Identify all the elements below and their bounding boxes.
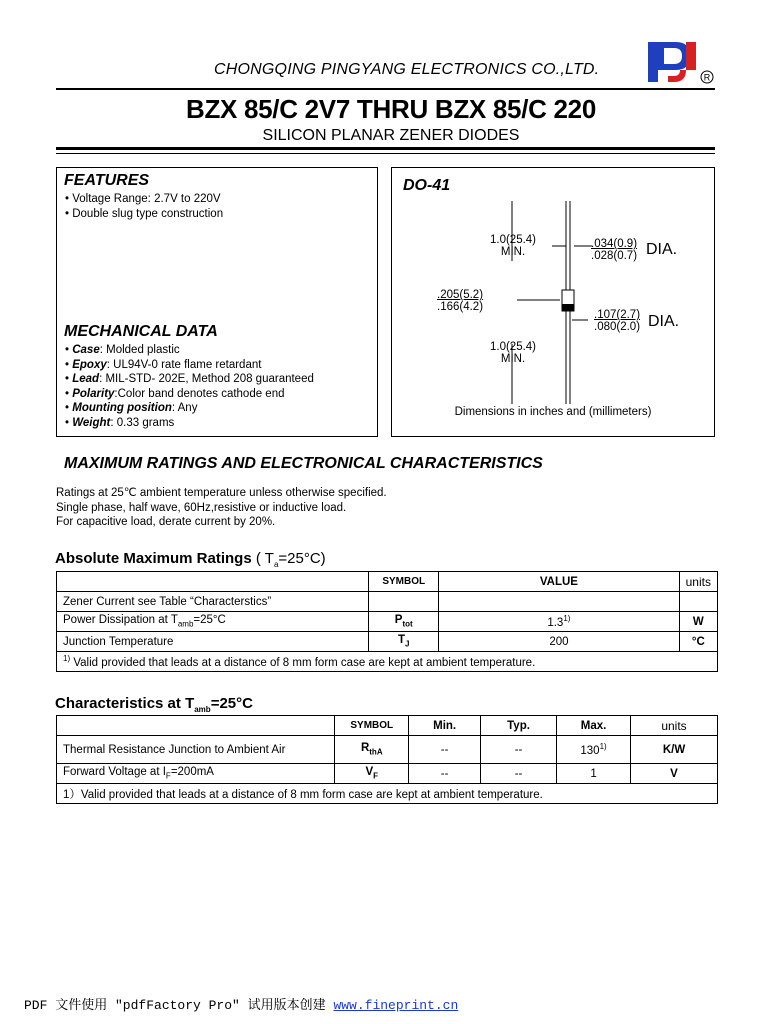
ratings-notes [56, 486, 387, 530]
subtitle-rule-thick [56, 147, 715, 150]
header-symbol: SYMBOL [335, 716, 409, 736]
abs-max-table [56, 571, 718, 672]
page-title: BZX 85/C 2V7 THRU BZX 85/C 220 [185, 94, 597, 124]
mechanical-list [65, 343, 314, 431]
mechanical-item: • Polarity:Color band denotes cathode end [65, 387, 314, 402]
mechanical-item: • Mounting position: Any [65, 401, 314, 416]
mechanical-heading: MECHANICAL DATA [64, 323, 218, 340]
note-line: Single phase, half wave, 60Hz,resistive or inductive load. [56, 501, 347, 514]
table-footnote-row: 1）Valid provided that leads at a distance of 8 mm form case are kept at ambient temperature. [57, 784, 718, 804]
table-header-row [57, 572, 718, 592]
features-heading: FEATURES [64, 172, 150, 189]
header-units: units [631, 716, 718, 736]
features-list [65, 192, 223, 221]
package-box [391, 167, 715, 437]
mechanical-item: • Epoxy: UL94V-0 rate flame retardant [65, 358, 314, 373]
lead-diameter-suffix: DIA. [646, 241, 678, 258]
mechanical-item: • Case: Molded plastic [65, 343, 314, 358]
table-row: Zener Current see Table “Characterstics” [57, 592, 718, 612]
table-header-row [57, 716, 718, 736]
footer [24, 994, 458, 1013]
page-subtitle: SILICON PLANAR ZENER DIODES [262, 127, 520, 144]
header-units: units [679, 572, 717, 592]
svg-text:R: R [703, 72, 711, 83]
company-logo [646, 40, 716, 86]
ratings-heading: MAXIMUM RATINGS AND ELECTRONICAL CHARACTERISTICS [64, 455, 543, 472]
header-max: Max. [557, 716, 631, 736]
abs-max-title: Absolute Maximum Ratings ( $T_a=25^\circ C$) [55, 550, 326, 569]
table-row: Junction Temperature $T_J$ 200 °C [57, 632, 718, 652]
header-symbol: SYMBOL [369, 572, 439, 592]
subtitle-rule-thin [56, 153, 715, 154]
company-name: CHONGQING PINGYANG ELECTRONICS CO.,LTD. [214, 61, 600, 78]
feature-item: • Voltage Range: 2.7V to 220V [65, 192, 223, 207]
table-row: Thermal Resistance Junction to Ambient Air $R_{thA}$ -- -- 130$^{1)}$ K/W [57, 736, 718, 764]
lead-bottom-length: 1.0(25.4) MIN. [489, 341, 537, 365]
dimension-caption: Dimensions in inches and (millimeters) [454, 406, 652, 418]
feature-item: • Double slug type construction [65, 207, 223, 222]
body-diameter: .107(2.7) .080(2.0) [594, 309, 641, 333]
features-box [56, 167, 378, 437]
note-line: For capacitive load, derate current by 20%. [56, 516, 276, 529]
mechanical-item: • Weight: 0.33 grams [65, 416, 314, 431]
characteristics-table [56, 715, 718, 804]
note-line: Ratings at 25℃ ambient temperature unless otherwise specified. [56, 487, 387, 499]
header-min: Min. [409, 716, 481, 736]
footer-text: PDF 文件使用 "pdfFactory Pro" 试用版本创建 [24, 998, 334, 1013]
header-value: VALUE [439, 572, 679, 592]
body-diameter-suffix: DIA. [648, 313, 680, 330]
header-rule [56, 88, 715, 90]
table-footnote-row: $^{1)}$ Valid provided that leads at a distance of 8 mm form case are kept at ambient temperature. [57, 652, 718, 672]
lead-top-length: 1.0(25.4) MIN. [489, 234, 537, 258]
mechanical-item: • Lead: MIL-STD- 202E, Method 208 guaranteed [65, 372, 314, 387]
body-length: .205(5.2) .166(4.2) [437, 289, 484, 313]
table-row: Forward Voltage at $I_F=200mA$ $V_F$ -- -- 1 V [57, 764, 718, 784]
table-row: Power Dissipation at $T_{amb}=25^\circ C$ $P_{tot}$ 1.3$^{1)}$ W [57, 612, 718, 632]
lead-diameter: .034(0.9) .028(0.7) [591, 238, 638, 262]
footer-link[interactable]: www.fineprint.cn [333, 998, 459, 1013]
package-heading: DO-41 [403, 177, 451, 194]
characteristics-title: Characteristics at $T_{amb}=25^\circ C$ [55, 695, 253, 714]
header-typ: Typ. [480, 716, 556, 736]
